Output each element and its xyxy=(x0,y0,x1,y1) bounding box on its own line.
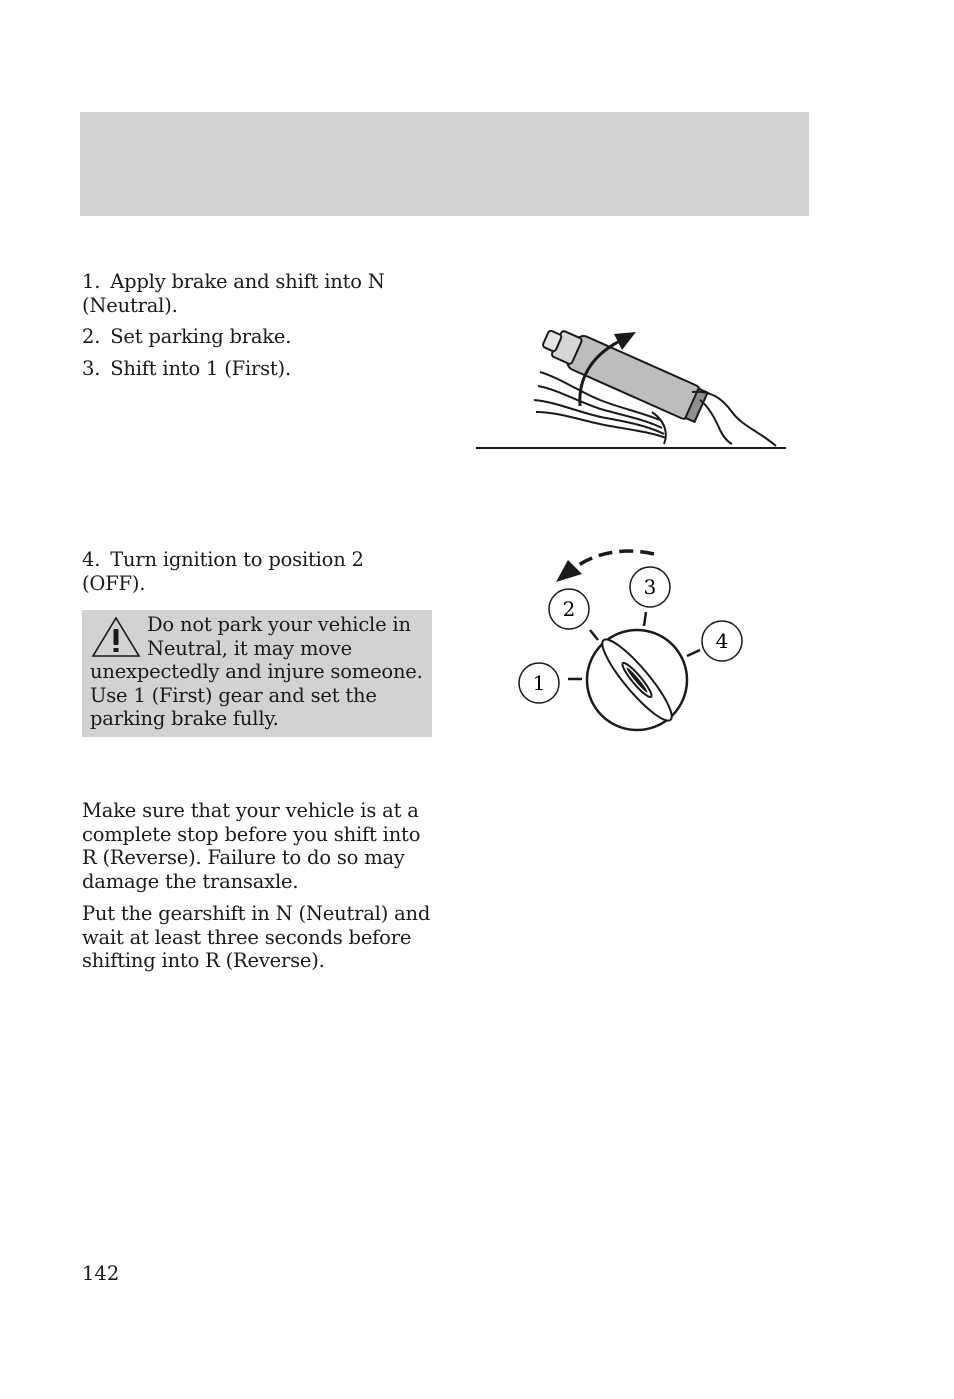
step-3 xyxy=(82,357,427,381)
ignition-position-diagram xyxy=(510,540,760,740)
page-number: 142 xyxy=(82,1262,120,1285)
step-number: 4. xyxy=(82,548,101,571)
step-1 xyxy=(82,270,427,317)
step-number: 1. xyxy=(82,270,101,293)
position-label: 3 xyxy=(643,575,657,599)
section-header-band xyxy=(80,112,809,216)
warning-text: Do not park your vehicle in Neutral, it may move unexpectedly and injure someone. Use 1 (First) gear and set the parking brake fully. xyxy=(90,613,423,730)
step-text: Set parking brake. xyxy=(110,325,292,348)
parking-brake-illustration xyxy=(470,320,800,460)
position-label: 1 xyxy=(532,671,546,695)
ignition-position-2 xyxy=(549,589,589,629)
paragraph-complete-stop: Make sure that your vehicle is at a complete stop before you shift into R (Reverse). Failure to do so may damage the transaxle. xyxy=(82,799,421,893)
position-label: 4 xyxy=(715,629,729,653)
warning-message xyxy=(90,613,430,731)
step-text: Apply brake and shift into N (Neutral). xyxy=(82,270,385,317)
ignition-position-3 xyxy=(630,567,670,607)
step-text: Turn ignition to position 2 (OFF). xyxy=(82,548,364,595)
paragraph-neutral-wait: Put the gearshift in N (Neutral) and wait at least three seconds before shifting into R (Reverse). xyxy=(82,902,431,972)
warning-triangle-icon xyxy=(90,615,142,659)
position-label: 2 xyxy=(562,597,576,621)
step-2 xyxy=(82,325,427,349)
step-number: 3. xyxy=(82,357,101,380)
step-text: Shift into 1 (First). xyxy=(110,357,291,380)
ignition-position-1 xyxy=(519,663,559,703)
step-4 xyxy=(82,548,427,595)
step-number: 2. xyxy=(82,325,101,348)
ignition-position-4 xyxy=(702,621,742,661)
